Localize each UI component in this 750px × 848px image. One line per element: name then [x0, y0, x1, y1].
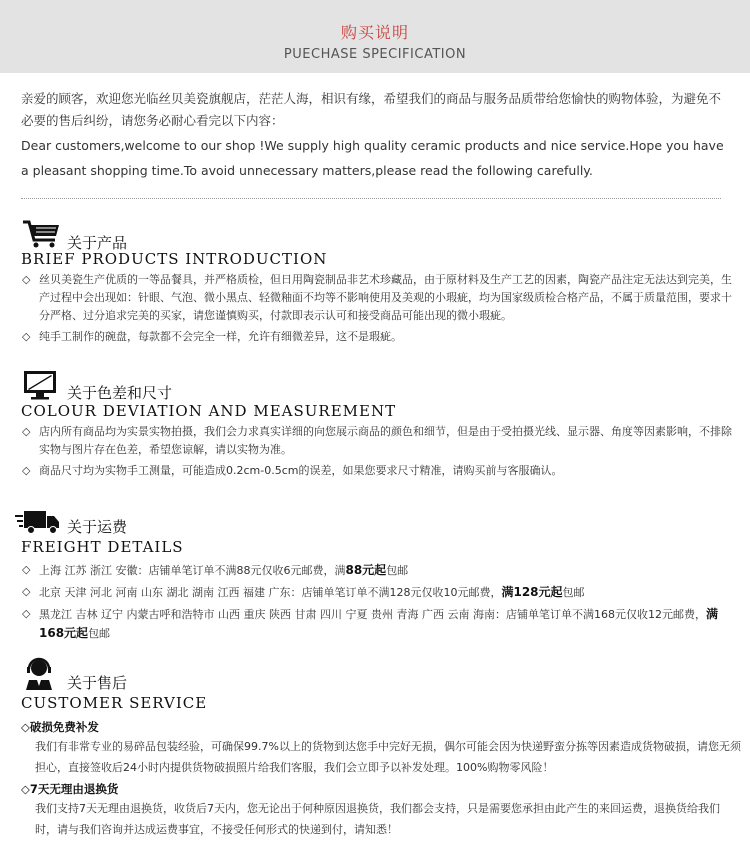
diamond-icon: ◇: [22, 607, 31, 620]
list-item: ◇ 店内所有商品均为实景实物拍摄，我们会力求真实详细的向您展示商品的颜色和细节，但是由于受拍摄光线、显示器、角度等因素影响，不排除实物与图片存在色差，希望您谅解，请以实物为准。: [22, 425, 732, 456]
section-service: [21, 656, 741, 840]
sub-title-return: ◇7天无理由退换货: [21, 782, 119, 796]
diamond-icon: ◇: [22, 464, 31, 477]
section-title-cn: 关于运费: [67, 518, 128, 536]
page-subtitle: PUECHASE SPECIFICATION: [283, 47, 467, 62]
shopping-cart-icon: [21, 218, 61, 248]
section-title-en: BRIEF PRODUCTS INTRODUCTION: [21, 250, 328, 268]
section-title-en: FREIGHT DETAILS: [21, 538, 184, 556]
intro-cn: 亲爱的顾客，欢迎您光临丝贝美瓷旗舰店，茫茫人海，相识有缘，希望我们的商品与服务品质带给您愉快的购物体验，为避免不必要的售后纠纷，请您务必耐心看完以下内容：: [21, 91, 722, 128]
diamond-icon: ◇: [22, 425, 31, 438]
list-item: ◇ 北京 天津 河北 河南 山东 湖北 湖南 江西 福建 广东：店铺单笔订单不满128元仅收10元邮费，满128元起包邮: [22, 585, 585, 599]
list-item: ◇ 丝贝美瓷生产优质的一等品餐具，并严格质检，但日用陶瓷制品非艺术珍藏品，由于原材料及生产工艺的因素，陶瓷产品注定无法达到完美，生产过程中会出现如：针眼、气泡、微小黑点、轻微釉面不均等不影响使用及美观的小瑕疵，均为国家级质检合格产品，不属于质量范围，要求十分严格、过分追求完美的买家，请您谨慎购买，付款即表示认可和接受商品可能出现的微小瑕疵。: [22, 273, 732, 322]
intro-en: Dear customers,welcome to our shop !We supply high quality ceramic products and nice service.Hope you have a pleasant shopping time.To avoid unnecessary matters,please read the following carefully.: [21, 138, 724, 178]
divider: [21, 198, 721, 199]
diamond-icon: ◇: [22, 563, 31, 576]
section-title-en: CUSTOMER SERVICE: [21, 694, 208, 712]
diamond-icon: ◇: [22, 585, 31, 598]
list-item: ◇ 纯手工制作的碗盘，每款都不会完全一样，允许有细微差异，这不是瑕疵。: [21, 328, 741, 346]
page-title: 购买说明: [340, 23, 409, 42]
sub-text-damage: 我们有非常专业的易碎品包装经验，可确保99.7%以上的货物到达您手中完好无损，偶尔可能会因为快递野蛮分拣等因素造成货物破损，请您无须担心，直接签收后24小时内提供货物破损照片给我们客服，我们会立即予以补发处理。100%购物零风险！: [35, 740, 741, 774]
section-title-cn: 关于产品: [67, 234, 128, 252]
section-title-en: COLOUR DEVIATION AND MEASUREMENT: [21, 402, 397, 420]
list-item: ◇ 上海 江苏 浙江 安徽：店铺单笔订单不满88元仅收6元邮费，满88元起包邮: [22, 563, 409, 577]
header-banner: [0, 0, 750, 73]
diamond-icon: ◇: [22, 330, 31, 343]
section-title-cn: 关于售后: [67, 674, 128, 692]
diamond-icon: ◇: [22, 273, 31, 286]
list-item: ◇ 黑龙江 吉林 辽宁 内蒙古呼和浩特市 山西 重庆 陕西 甘肃 四川 宁夏 贵州 青海 广西 云南 海南：店铺单笔订单不满168元仅收12元邮费，满168元起包邮: [22, 607, 718, 640]
delivery-truck-icon: [15, 508, 61, 538]
intro: [21, 88, 733, 183]
monitor-icon: [21, 370, 61, 400]
section-freight: [21, 508, 741, 643]
section-product: [21, 218, 741, 346]
sub-text-return: 我们支持7天无理由退换货，收货后7天内，您无论出于何种原因退换货，我们都会支持，只是需要您承担由此产生的来回运费，退换货给我们时，请与我们咨询并达成运费事宜，不接受任何形式的快递到付，请知悉！: [35, 802, 720, 836]
section-title-cn: 关于色差和尺寸: [67, 384, 173, 402]
customer-service-icon: [21, 656, 61, 692]
list-item: ◇ 商品尺寸均为实物手工测量，可能造成0.2cm-0.5cm的误差，如果您要求尺寸精准，请购买前与客服确认。: [21, 462, 741, 480]
sub-title-damage: ◇破损免费补发: [21, 720, 99, 734]
section-colour: [21, 370, 741, 480]
